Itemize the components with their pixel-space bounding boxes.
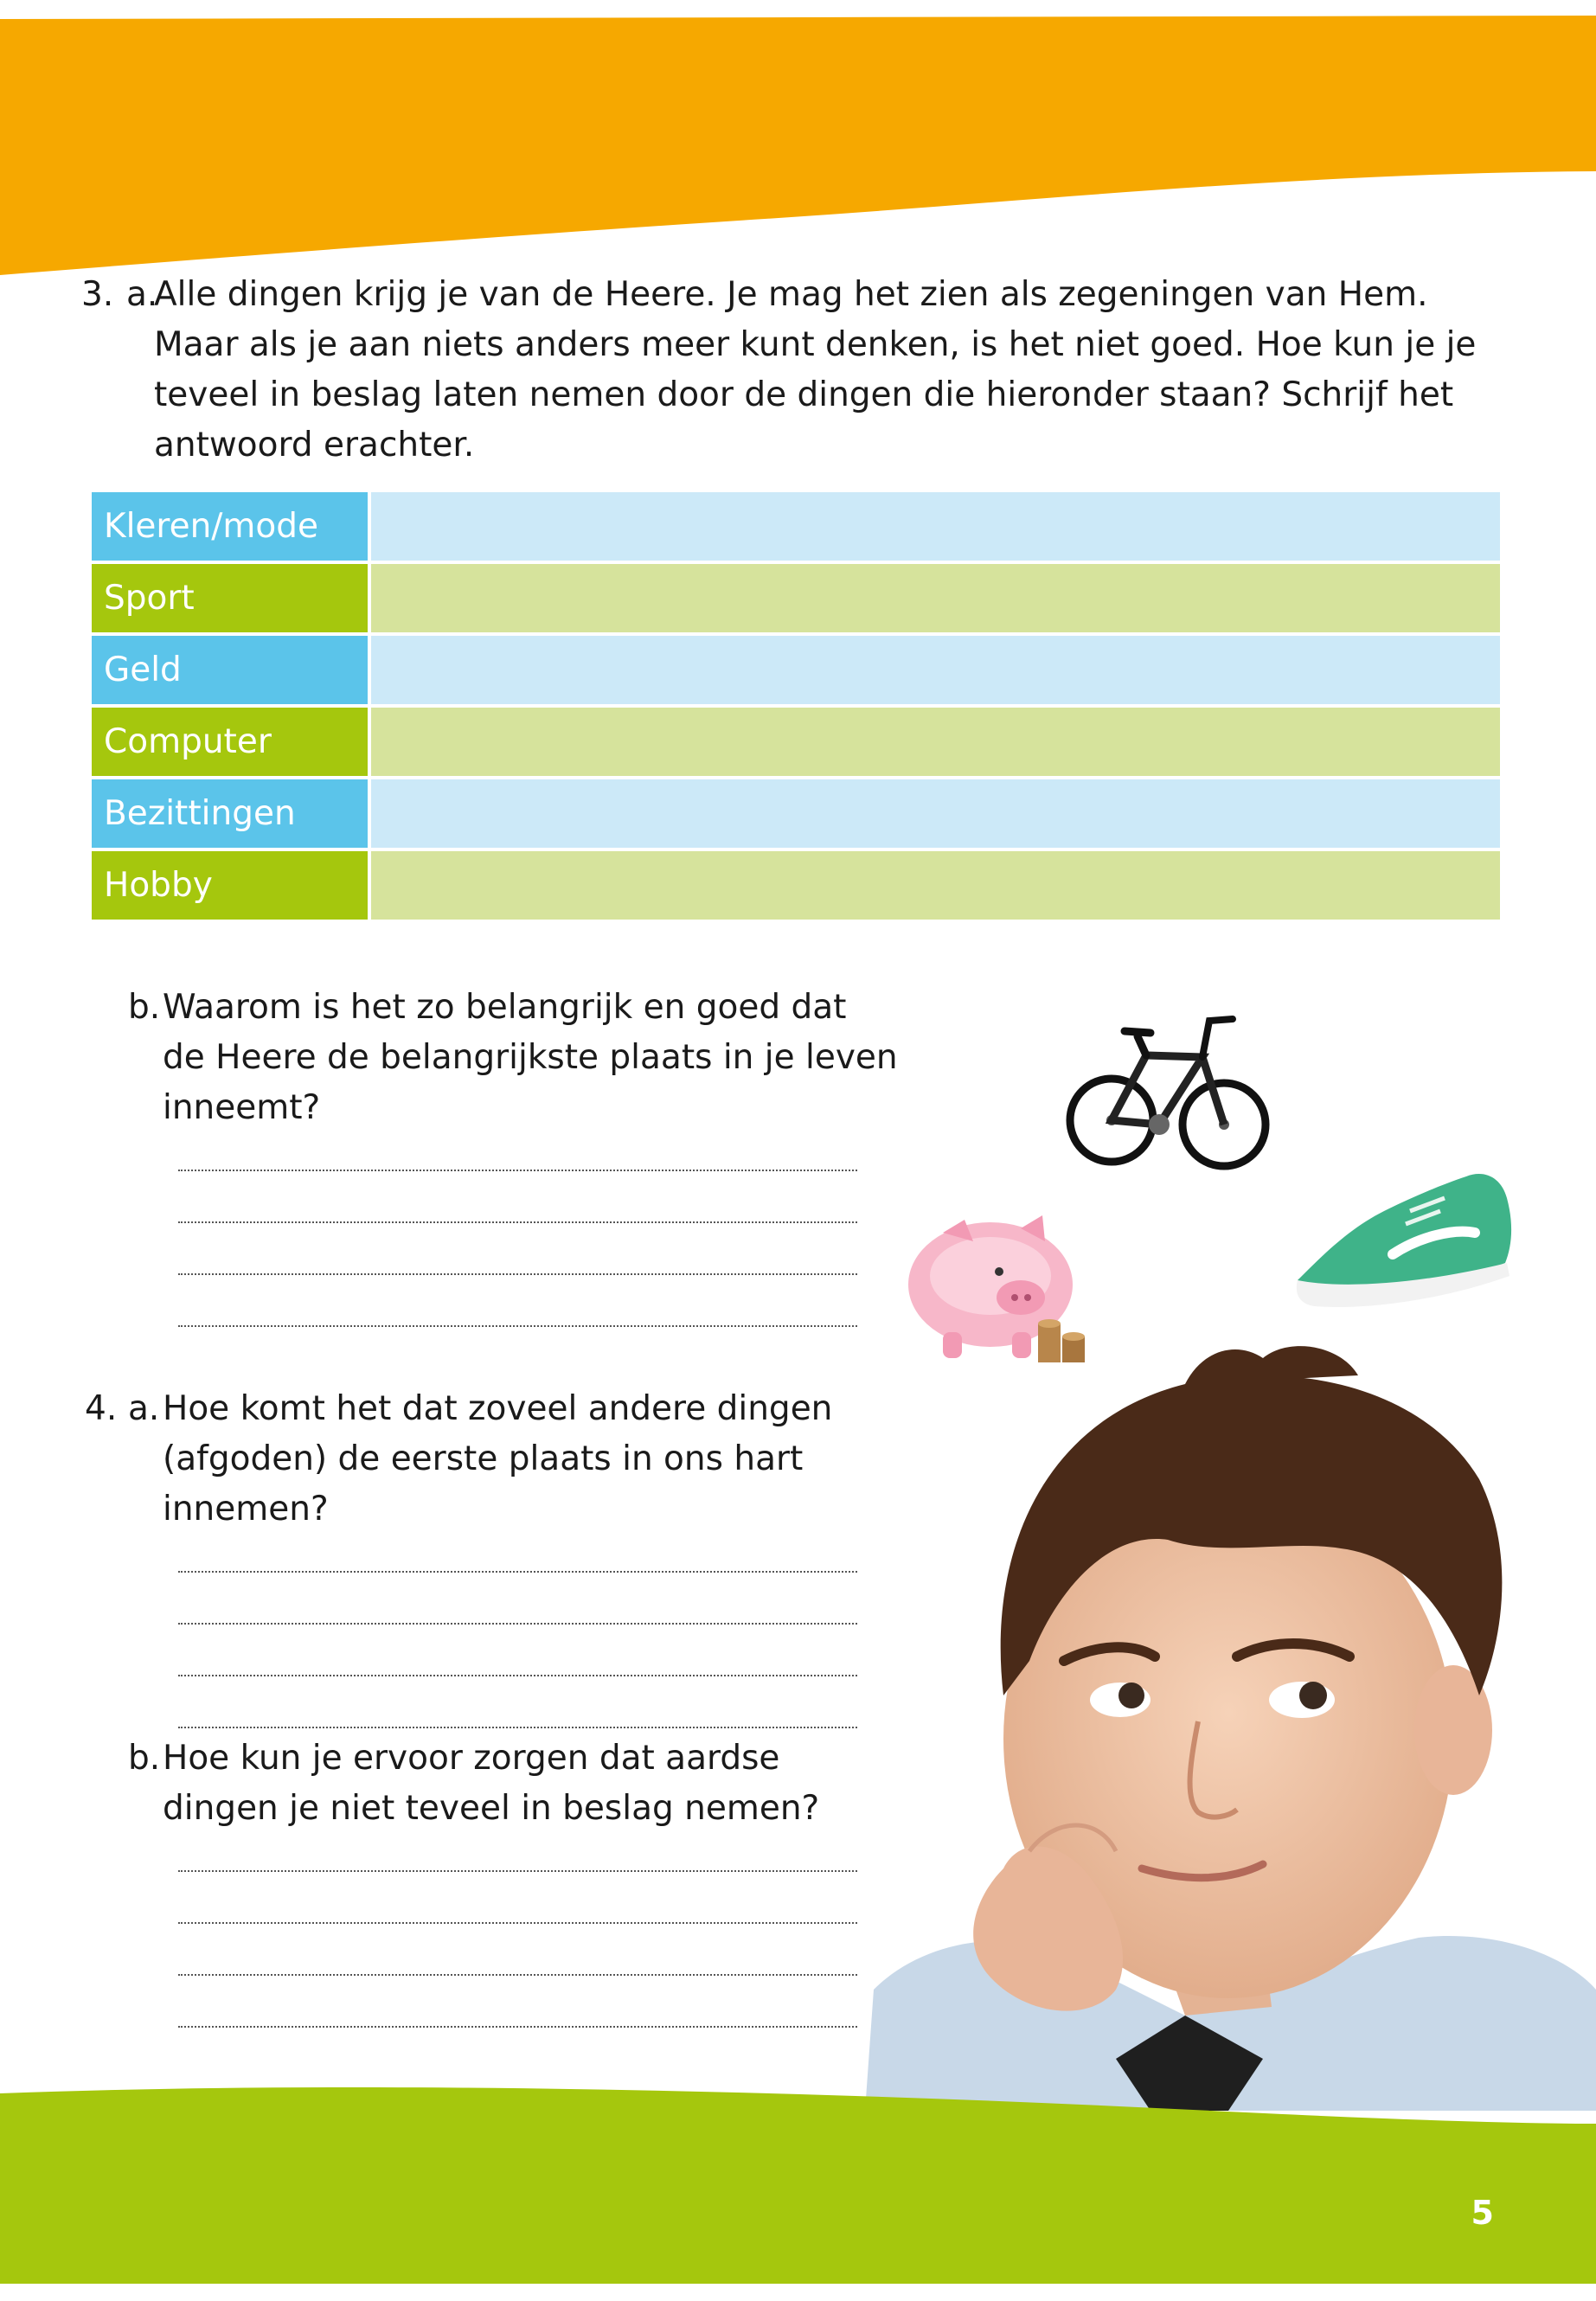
text-line: Waarom is het zo belangrijk en goed dat: [163, 988, 847, 1027]
part-label: b.: [128, 1739, 161, 1778]
answer-cell[interactable]: [371, 564, 1500, 632]
answer-cell[interactable]: [371, 708, 1500, 776]
question-4a: [85, 1384, 907, 1540]
question-text: [163, 1734, 907, 1834]
table-row: [92, 851, 1500, 920]
text-line: Hoe komt het dat zoveel andere dingen: [163, 1389, 833, 1428]
answer-cell[interactable]: [371, 851, 1500, 920]
text-line: dingen je niet teveel in beslag nemen?: [163, 1789, 820, 1828]
table-row: [92, 492, 1500, 561]
row-label: Computer: [92, 708, 368, 776]
row-label: Bezittingen: [92, 779, 368, 848]
row-label: Kleren/mode: [92, 492, 368, 561]
table-row: [92, 708, 1500, 776]
topics-table: [88, 489, 1503, 923]
question-text: [154, 270, 1538, 320]
question-number: 4.: [85, 1389, 118, 1428]
answer-cell[interactable]: [371, 492, 1500, 561]
row-label: Hobby: [92, 851, 368, 920]
thinking-boy-illustration: [856, 1332, 1596, 2111]
bicycle-illustration: [1064, 1003, 1272, 1176]
text-line: inneemt?: [163, 1088, 321, 1127]
answer-lines-3b[interactable]: [178, 1119, 857, 1327]
row-label: Geld: [92, 636, 368, 704]
row-label: Sport: [92, 564, 368, 632]
answer-cell[interactable]: [371, 779, 1500, 848]
text-line: teveel in beslag laten nemen door de dingen die hieronder staan? Schrijf het: [154, 375, 1454, 414]
text-line: innemen?: [163, 1490, 329, 1529]
text-line: de Heere de belangrijkste plaats in je leven: [163, 1038, 898, 1077]
question-3b: [128, 983, 907, 1138]
question-text: [163, 1384, 907, 1535]
table-row: [92, 779, 1500, 848]
question-3a: [81, 270, 1552, 478]
table-row: [92, 636, 1500, 704]
part-label: a.: [128, 1389, 160, 1428]
bottom-banner: [0, 2076, 1596, 2301]
part-label: a.: [126, 275, 158, 314]
answer-lines-4b[interactable]: [178, 1820, 857, 2028]
top-banner: [0, 0, 1596, 285]
text-line: Hoe kun je ervoor zorgen dat aardse: [163, 1739, 780, 1778]
text-line: Alle dingen krijg je van de Heere. Je mag het zien als zegeningen van Hem.: [154, 275, 1428, 314]
question-text-cont: [154, 320, 1538, 471]
part-label: b.: [128, 988, 161, 1027]
table-row: [92, 564, 1500, 632]
answer-lines-4a[interactable]: [178, 1521, 857, 1728]
answer-cell[interactable]: [371, 636, 1500, 704]
question-number: 3.: [81, 275, 114, 314]
text-line: Maar als je aan niets anders meer kunt denken, is het niet goed. Hoe kun je je: [154, 325, 1477, 364]
question-text: [163, 983, 907, 1133]
text-line: (afgoden) de eerste plaats in ons hart: [163, 1439, 804, 1478]
sneaker-illustration: [1289, 1150, 1522, 1315]
text-line: antwoord erachter.: [154, 426, 475, 465]
page-number: 5: [1471, 2194, 1494, 2232]
